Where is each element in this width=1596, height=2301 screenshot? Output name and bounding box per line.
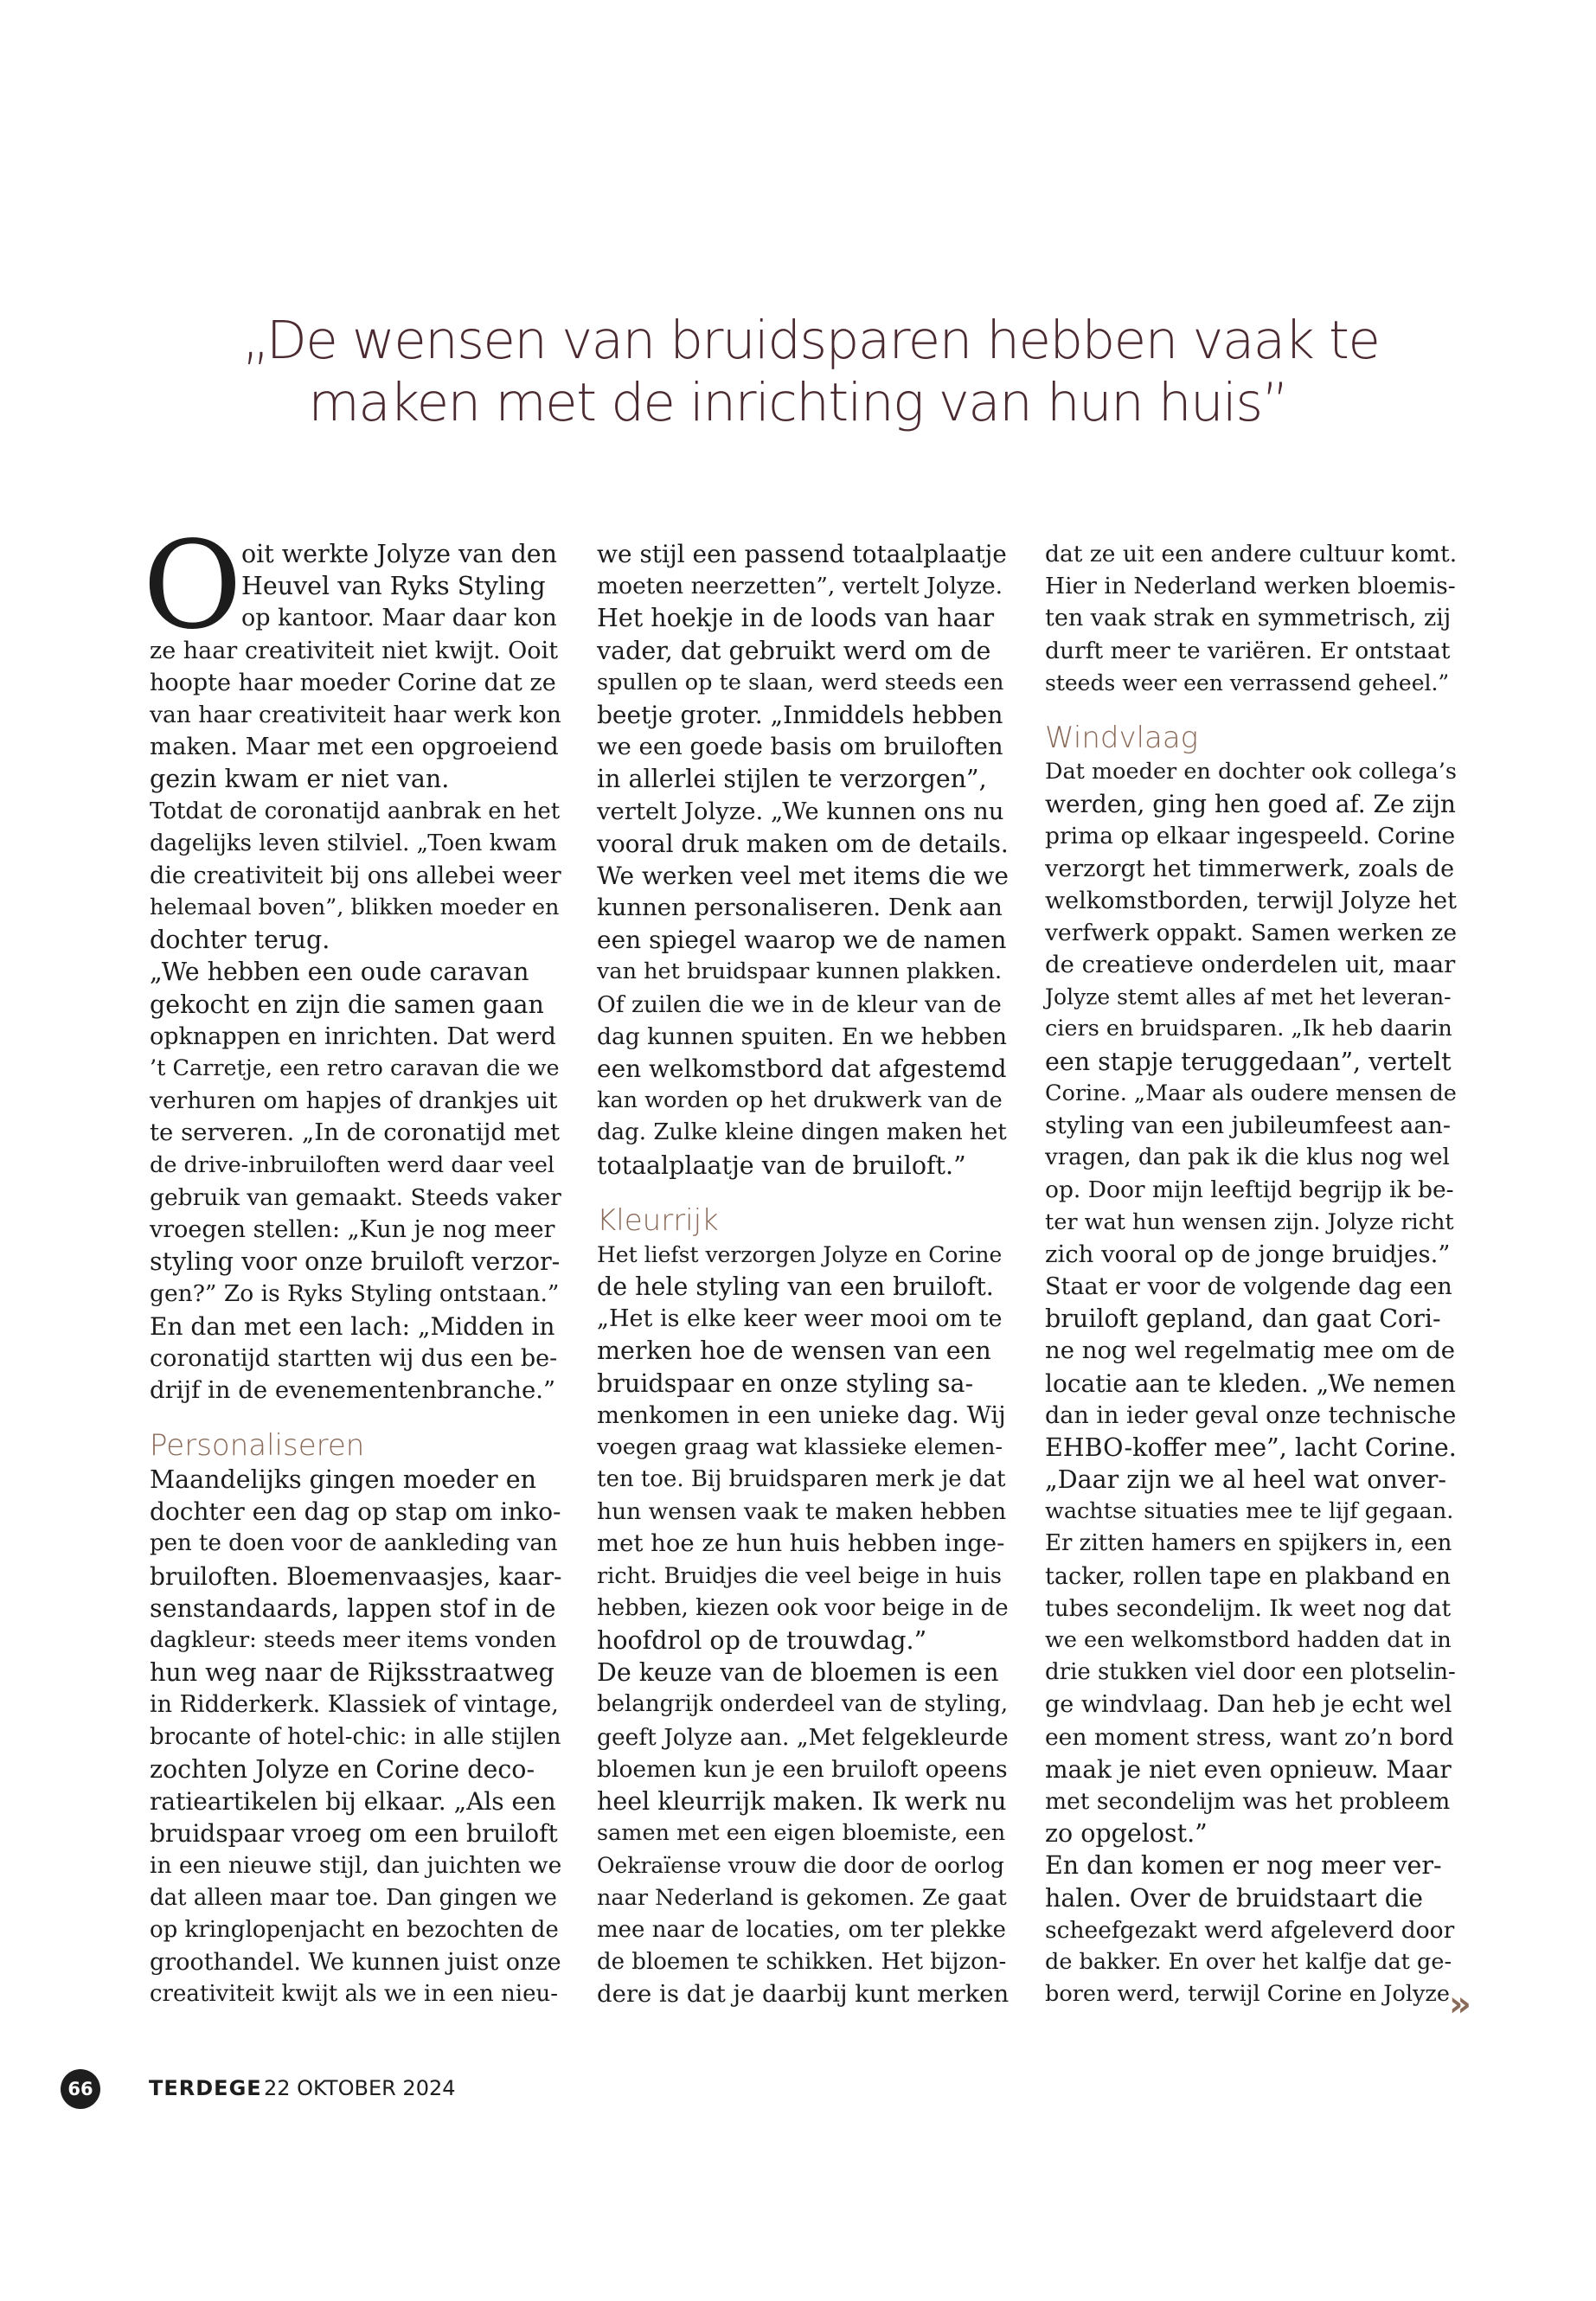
text-line: halen. Over de bruidstaart die: [1045, 1883, 1423, 1913]
text-line: „We hebben een oude caravan: [150, 958, 529, 987]
text-line: bruiloften. Bloemenvaasjes, kaar-: [150, 1561, 562, 1591]
text-line: welkomstborden, terwijl Jolyze het: [1045, 887, 1457, 914]
text-line: vragen, dan pak ik die klus nog wel: [1045, 1144, 1450, 1171]
text-line: ne nog wel regelmatig mee om de: [1045, 1336, 1456, 1365]
text-line: En dan met een lach: „Midden in: [150, 1311, 555, 1341]
text-line: hoopte haar moeder Corine dat ze: [150, 669, 556, 696]
text-line: scheefgezakt werd afgeleverd door: [1045, 1916, 1455, 1944]
text-line: naar Nederland is gekomen. Ze gaat: [597, 1884, 1007, 1911]
text-line: Er zitten hamers en spijkers in, een: [1045, 1530, 1452, 1557]
text-line: heel kleurrijk maken. Ik werk nu: [597, 1786, 1007, 1816]
text-line: spullen op te slaan, werd steeds een: [597, 669, 1004, 695]
subhead-windvlaag: Windvlaag: [1045, 720, 1199, 755]
text-line: verhuren om hapjes of drankjes uit: [150, 1087, 558, 1115]
text-line: hoofdrol op de trouwdag.”: [597, 1626, 927, 1655]
text-line: bruiloft gepland, dan gaat Cori-: [1045, 1304, 1441, 1334]
text-line: durft meer te variëren. Er ontstaat: [1045, 637, 1451, 664]
subhead-personaliseren: Personaliseren: [150, 1428, 365, 1464]
drop-cap: O: [143, 516, 242, 657]
text-line: oit werkte Jolyze van den: [241, 540, 558, 568]
text-line: op kringlopenjacht en bezochten de: [150, 1916, 559, 1943]
text-line: Of zuilen die we in de kleur van de: [597, 990, 1002, 1018]
text-line: senstandaards, lappen stof in de: [150, 1593, 556, 1623]
text-line: te serveren. „In de coronatijd met: [150, 1118, 561, 1147]
text-line: Het liefst verzorgen Jolyze en Corine: [597, 1241, 1003, 1267]
text-line: met secondelijm was het probleem: [1045, 1787, 1451, 1815]
text-line: van haar creativiteit haar werk kon: [150, 701, 561, 728]
text-line: vroegen stellen: „Kun je nog meer: [150, 1215, 555, 1243]
text-line: coronatijd startten wij dus een be-: [150, 1344, 558, 1372]
text-line: menkomen in een unieke dag. Wij: [597, 1400, 1006, 1429]
text-line: bruidspaar en onze styling sa-: [597, 1368, 974, 1398]
issue-date: 22 OKTOBER 2024: [264, 2076, 456, 2100]
text-line: ter wat hun wensen zijn. Jolyze richt: [1045, 1208, 1454, 1235]
text-line: de bakker. En over het kalfje dat ge-: [1045, 1948, 1452, 1975]
text-line: dag kunnen spuiten. En we hebben: [597, 1022, 1007, 1050]
text-line: geeft Jolyze aan. „Met felgekleurde: [597, 1723, 1009, 1751]
text-line: Staat er voor de volgende dag een: [1045, 1272, 1452, 1300]
text-line: dere is dat je daarbij kunt merken: [597, 1980, 1010, 2009]
text-line: van het bruidspaar kunnen plakken.: [597, 958, 1003, 985]
text-line: opknappen en inrichten. Dat werd: [150, 1022, 556, 1050]
text-line: beetje groter. „Inmiddels hebben: [597, 700, 1003, 729]
text-line: richt. Bruidjes die veel beige in huis: [597, 1562, 1002, 1589]
text-line: gezin kwam er niet van.: [150, 765, 450, 794]
text-line: vader, dat gebruikt werd om de: [597, 636, 991, 665]
text-line: Maandelijks gingen moeder en: [150, 1465, 536, 1495]
text-line: merken hoe de wensen van een: [597, 1336, 991, 1366]
text-line: styling voor onze bruiloft verzor-: [150, 1247, 561, 1277]
text-line: ten toe. Bij bruidsparen merk je dat: [597, 1466, 1006, 1493]
text-line: De keuze van de bloemen is een: [597, 1658, 999, 1688]
text-line: samen met een eigen bloemiste, een: [597, 1820, 1006, 1847]
text-line: hun weg naar de Rijksstraatweg: [150, 1658, 554, 1688]
text-line: belangrijk onderdeel van de styling,: [597, 1691, 1009, 1718]
continue-arrow-icon: »: [1449, 1984, 1471, 2024]
text-line: verfwerk oppakt. Samen werken ze: [1045, 919, 1458, 946]
text-line: in een nieuwe stijl, dan juichten we: [150, 1852, 562, 1880]
text-line: creativiteit kwijt als we in een nieu-: [150, 1981, 559, 2008]
article-column-2: [597, 538, 1008, 2010]
text-line: voegen graag wat klassieke elemen-: [597, 1433, 1003, 1460]
text-line: een moment stress, want zo’n bord: [1045, 1723, 1454, 1751]
text-line: vooral druk maken om de details.: [597, 829, 1009, 858]
text-line: hun wensen vaak te maken hebben: [597, 1498, 1007, 1526]
text-line: „Daar zijn we al heel wat onver-: [1045, 1465, 1447, 1495]
text-line: dagelijks leven stilviel. „Toen kwam: [150, 830, 557, 856]
text-line: met hoe ze hun huis hebben inge-: [597, 1529, 1005, 1558]
text-line: Oekraïense vrouw die door de oorlog: [597, 1853, 1004, 1879]
text-line: boren werd, terwijl Corine en Jolyze: [1045, 1981, 1450, 2008]
text-line: zochten Jolyze en Corine deco-: [150, 1754, 535, 1784]
text-line: vertelt Jolyze. „We kunnen ons nu: [597, 797, 1004, 825]
text-line: gen?” Zo is Ryks Styling ontstaan.”: [150, 1280, 560, 1308]
text-line: ratieartikelen bij elkaar. „Als een: [150, 1786, 556, 1816]
text-line: prima op elkaar ingespeeld. Corine: [1045, 823, 1456, 850]
text-line: een spiegel waarop we de namen: [597, 926, 1007, 955]
text-line: Jolyze stemt alles af met het leveran-: [1045, 984, 1452, 1010]
text-line: op. Door mijn leeftijd begrijp ik be-: [1045, 1176, 1454, 1204]
text-line: steeds weer een verrassend geheel.”: [1045, 670, 1450, 695]
text-line: zo opgelost.”: [1045, 1819, 1208, 1849]
text-line: ciers en bruidsparen. „Ik heb daarin: [1045, 1016, 1452, 1042]
text-line: de creatieve onderdelen uit, maar: [1045, 951, 1456, 979]
text-line: verzorgt het timmerwerk, zoals de: [1045, 855, 1455, 882]
text-line: gebruik van gemaakt. Steeds vaker: [150, 1183, 561, 1211]
text-line: ten vaak strak en symmetrisch, zij: [1045, 605, 1452, 632]
column-1-section-2: [150, 1464, 561, 2010]
text-line: bloemen kun je een bruiloft opeens: [597, 1755, 1008, 1783]
text-line: dat ze uit een andere cultuur komt.: [1045, 541, 1458, 567]
text-line: kan worden op het drukwerk van de: [597, 1087, 1003, 1114]
text-line: hebben, kiezen ook voor beige in de: [597, 1594, 1009, 1621]
text-line: maken. Maar met een opgroeiend: [150, 733, 559, 761]
text-line: Corine. „Maar als oudere mensen de: [1045, 1080, 1457, 1106]
text-line: brocante of hotel-chic: in alle stijlen: [150, 1723, 561, 1750]
text-line: tubes secondelijm. Ik weet nog dat: [1045, 1594, 1452, 1622]
text-line: wachtse situaties mee te lijf gegaan.: [1045, 1498, 1454, 1525]
column-3-intro: [1045, 538, 1456, 699]
text-line: moeten neerzetten”, vertelt Jolyze.: [597, 573, 1003, 600]
text-line: „Het is elke keer weer mooi om te: [597, 1305, 1003, 1333]
text-line: de bloemen te schikken. Het bijzon-: [597, 1948, 1007, 1975]
text-line: drijf in de evenementenbranche.”: [150, 1375, 556, 1404]
text-line: EHBO-koffer mee”, lacht Corine.: [1045, 1433, 1457, 1462]
text-line: dag. Zulke kleine dingen maken het: [597, 1119, 1007, 1146]
subhead-kleurrijk: Kleurrijk: [597, 1202, 719, 1238]
text-line: En dan komen er nog meer ver-: [1045, 1851, 1442, 1881]
article-column-1: [143, 516, 562, 2010]
text-line: pen te doen voor de aankleding van: [150, 1530, 558, 1557]
text-line: kunnen personaliseren. Denk aan: [597, 894, 1003, 922]
text-line: drie stukken viel door een plotselin-: [1045, 1659, 1456, 1686]
article-column-3: [1045, 538, 1456, 2010]
text-line: tacker, rollen tape en plakband en: [1045, 1562, 1452, 1590]
text-line: we een welkomstbord hadden dat in: [1045, 1627, 1452, 1653]
text-line: dochter een dag op stap om inko-: [150, 1497, 561, 1527]
pull-quote-line-2: maken met de inrichting van hun huis”: [308, 372, 1288, 433]
text-line: gekocht en zijn die samen gaan: [150, 990, 544, 1019]
text-line: op kantoor. Maar daar kon: [241, 605, 557, 632]
text-line: dan in ieder geval onze technische: [1045, 1401, 1457, 1429]
text-line: dagkleur: steeds meer items vonden: [150, 1627, 557, 1653]
text-line: de hele styling van een bruiloft.: [597, 1272, 994, 1301]
text-line: locatie aan te kleden. „We nemen: [1045, 1368, 1456, 1398]
text-line: in allerlei stijlen te verzorgen”,: [597, 765, 987, 794]
text-line: maak je niet even opnieuw. Maar: [1045, 1754, 1452, 1784]
text-line: Dat moeder en dochter ook collega’s: [1045, 758, 1457, 785]
text-line: in Ridderkerk. Klassiek of vintage,: [150, 1691, 559, 1719]
text-line: groothandel. We kunnen juist onze: [150, 1948, 561, 1976]
pull-quote: [242, 310, 1380, 434]
text-line: een welkomstbord dat afgestemd: [597, 1054, 1007, 1083]
text-line: We werken veel met items die we: [597, 861, 1009, 890]
text-line: Hier in Nederland werken bloemis-: [1045, 573, 1456, 600]
text-line: helemaal boven”, blikken moeder en: [150, 894, 560, 921]
text-line: Het hoekje in de loods van haar: [597, 604, 995, 633]
text-line: ge windvlaag. Dan heb je echt wel: [1045, 1691, 1452, 1719]
page-number-badge: 66: [61, 2069, 100, 2109]
text-line: zich vooral op de jonge bruidjes.”: [1045, 1240, 1451, 1268]
text-line: mee naar de locaties, om ter plekke: [597, 1916, 1006, 1943]
text-line: ’t Carretje, een retro caravan die we: [150, 1055, 560, 1081]
text-line: dochter terug.: [150, 926, 330, 955]
text-line: ze haar creativiteit niet kwijt. Ooit: [150, 637, 559, 664]
text-line: styling van een jubileumfeest aan-: [1045, 1112, 1451, 1139]
pull-quote-line-1: „De wensen van bruidsparen hebben vaak te: [242, 310, 1380, 371]
text-line: totaalplaatje van de bruiloft.”: [597, 1150, 966, 1180]
text-line: dat alleen maar toe. Dan gingen we: [150, 1884, 557, 1911]
text-line: een stapje teruggedaan”, vertelt: [1045, 1047, 1452, 1076]
text-line: we stijl een passend totaalplaatje: [597, 540, 1007, 568]
text-line: werden, ging hen goed af. Ze zijn: [1045, 790, 1456, 819]
column-3-section-2: [1045, 756, 1456, 2010]
column-1-intro: [150, 538, 561, 1407]
text-line: de drive-inbruiloften werd daar veel: [150, 1151, 555, 1178]
text-line: Heuvel van Ryks Styling: [241, 572, 546, 601]
text-line: die creativiteit bij ons allebei weer: [150, 862, 561, 889]
column-2-intro: [597, 538, 1008, 1182]
text-line: Totdat de coronatijd aanbrak en het: [150, 798, 561, 824]
column-2-section-2: [597, 1239, 1008, 2011]
publication-name: TERDEGE: [149, 2076, 262, 2100]
text-line: we een goede basis om bruiloften: [597, 733, 1003, 761]
text-line: bruidspaar vroeg om een bruiloft: [150, 1819, 558, 1849]
